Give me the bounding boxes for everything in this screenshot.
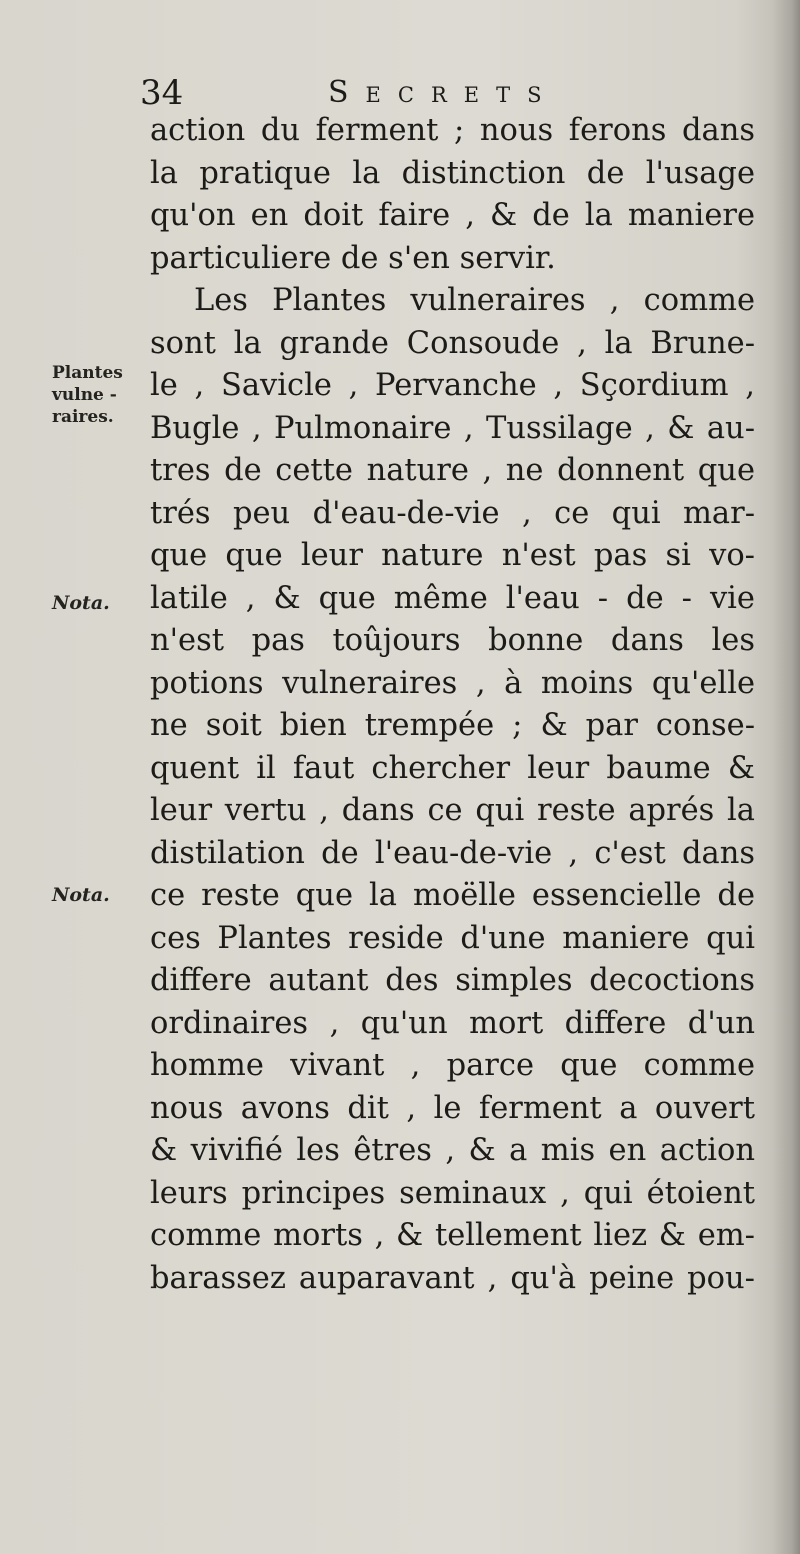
text-line: ce reste que la moëlle essencielle de [150, 878, 755, 913]
text-line: n'est pas toûjours bonne dans les [150, 623, 755, 658]
text-line: barassez auparavant , qu'à peine pou- [150, 1260, 755, 1296]
text-line: Les Plantes vulneraires , comme [194, 283, 755, 318]
text-line: leurs principes seminaux , qui étoient [150, 1175, 755, 1211]
text-line: que que leur nature n'est pas si vo- [150, 538, 755, 573]
text-line: ordinaires , qu'un mort differe d'un [150, 1005, 755, 1041]
text-line: & vivifié les êtres , & a mis en action [150, 1133, 755, 1168]
margin-note-nota-second: Nota. [52, 884, 110, 906]
text-line: quent il faut chercher leur baume & [150, 750, 755, 786]
text-line: differe autant des simples decoctions [150, 963, 755, 998]
text-line: tres de cette nature , ne donnent que [150, 453, 755, 488]
text-line: latile , & que même l'eau - de - vie [150, 580, 755, 616]
text-line: particuliere de s'en servir. [150, 240, 556, 276]
text-line: sont la grande Consoude , la Brune- [150, 325, 755, 361]
text-line: le , Savicle , Pervanche , Sçordium , [150, 368, 755, 403]
page-number: 34 [140, 73, 184, 113]
margin-note-line: vulne - [52, 385, 117, 405]
text-line: leur vertu , dans ce qui reste aprés la [150, 793, 755, 828]
text-line: action du ferment ; nous ferons dans [150, 113, 755, 148]
running-title: Secrets [328, 75, 559, 110]
text-line: la pratique la distinction de l'usage [150, 155, 755, 191]
text-line: homme vivant , parce que comme [150, 1048, 755, 1083]
text-line: ne soit bien trempée ; & par conse- [150, 708, 755, 743]
margin-note-line: Plantes [52, 363, 123, 383]
text-line: qu'on en doit faire , & de la maniere [150, 198, 755, 233]
margin-note-nota-first: Nota. [52, 592, 110, 614]
text-line: nous avons dit , le ferment a ouvert [150, 1090, 755, 1126]
text-line: trés peu d'eau-de-vie , ce qui mar- [150, 495, 755, 531]
page-edge-shadow [772, 0, 800, 1554]
body-text [150, 110, 755, 1300]
text-line: Bugle , Pulmonaire , Tussilage , & au- [150, 410, 755, 446]
text-line: potions vulneraires , à moins qu'elle [150, 665, 755, 701]
text-line: distilation de l'eau-de-vie , c'est dans [150, 835, 755, 871]
margin-note-line: raires. [52, 407, 114, 427]
text-line: comme morts , & tellement liez & em- [150, 1218, 755, 1253]
text-line: ces Plantes reside d'une maniere qui [150, 920, 755, 956]
margin-note-plantes [52, 362, 123, 428]
